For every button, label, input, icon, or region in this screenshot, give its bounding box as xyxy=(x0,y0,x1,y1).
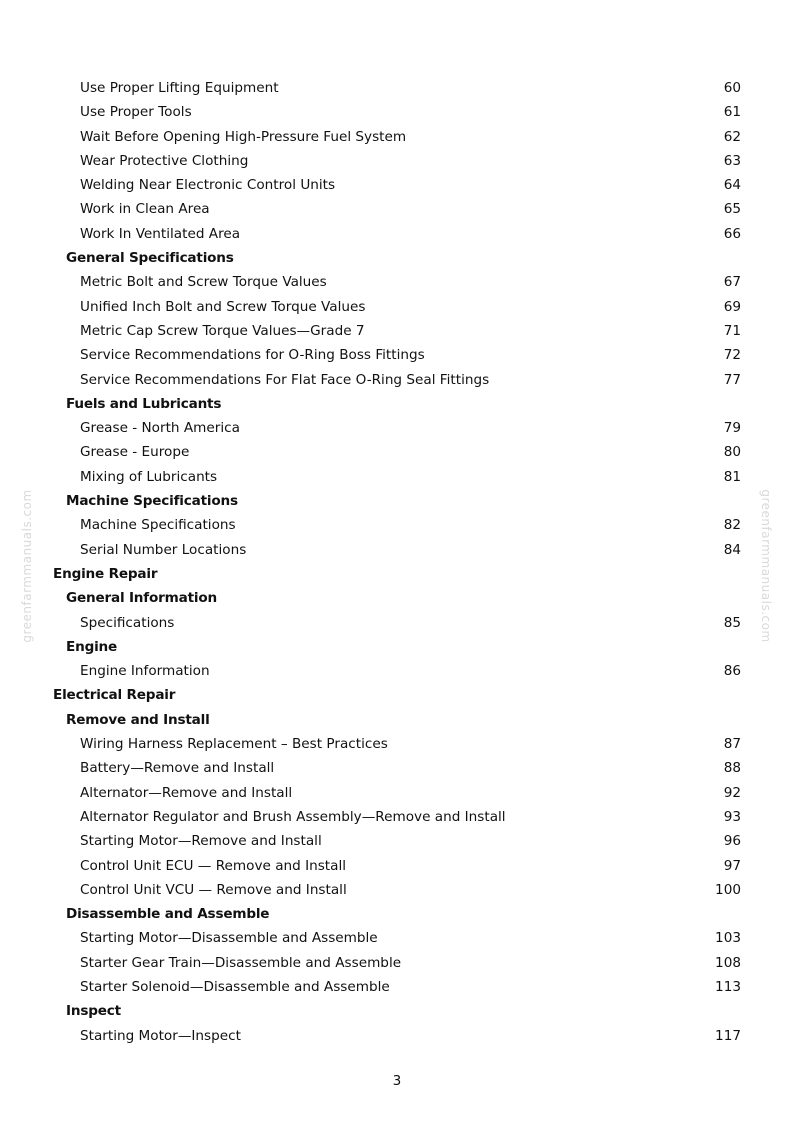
toc-entry[interactable] xyxy=(0,125,794,149)
toc-section[interactable] xyxy=(0,635,794,659)
toc-section-title: Disassemble and Assemble xyxy=(66,906,270,923)
toc-entry-title: Alternator—Remove and Install xyxy=(80,784,293,801)
toc-page-number: 63 xyxy=(723,152,741,169)
toc-page-number: 88 xyxy=(723,760,741,777)
toc-entry-title: Grease - Europe xyxy=(80,444,190,461)
toc-entry-title: Unified Inch Bolt and Screw Torque Values xyxy=(80,298,366,315)
toc-entry-title: Metric Bolt and Screw Torque Values xyxy=(80,274,327,291)
toc-page-number: 87 xyxy=(723,736,741,753)
toc-entry[interactable] xyxy=(0,756,794,780)
toc-entry[interactable] xyxy=(0,611,794,635)
toc-chapter-title: Engine Repair xyxy=(53,565,158,582)
toc-section-title: Inspect xyxy=(66,1003,121,1020)
toc-page-number: 100 xyxy=(715,881,741,898)
toc-entry-title: Wiring Harness Replacement – Best Practices xyxy=(80,736,388,753)
watermark-left: greenfarmmanuals.com xyxy=(20,489,34,643)
toc-entry-title: Service Recommendations For Flat Face O-Ring Seal Fittings xyxy=(80,371,490,388)
toc-entry[interactable] xyxy=(0,513,794,537)
toc-page-number: 96 xyxy=(723,833,741,850)
toc-entry-title: Grease - North America xyxy=(80,420,240,437)
toc-chapter[interactable] xyxy=(0,683,794,707)
toc-page-number: 67 xyxy=(723,274,741,291)
toc-page-number: 65 xyxy=(723,201,741,218)
toc-entry-title: Control Unit ECU — Remove and Install xyxy=(80,857,347,874)
toc-entry-title: Starting Motor—Disassemble and Assemble xyxy=(80,930,378,947)
toc-entry-title: Serial Number Locations xyxy=(80,541,247,558)
toc-chapter-title: Electrical Repair xyxy=(53,687,176,704)
toc-section-title: Machine Specifications xyxy=(66,493,238,510)
table-of-contents xyxy=(0,76,794,1048)
toc-entry-title: Work In Ventilated Area xyxy=(80,225,241,242)
toc-entry[interactable] xyxy=(0,878,794,902)
watermark-right: greenfarmmanuals.com xyxy=(759,489,773,643)
toc-entry-title: Starting Motor—Inspect xyxy=(80,1027,241,1044)
toc-entry[interactable] xyxy=(0,805,794,829)
toc-page-number: 113 xyxy=(715,978,741,995)
toc-page-number: 60 xyxy=(723,80,741,96)
toc-section-title: Engine xyxy=(66,638,118,655)
toc-entry-title: Engine Information xyxy=(80,663,210,680)
toc-entry-title: Use Proper Tools xyxy=(80,104,192,121)
toc-entry-title: Service Recommendations for O-Ring Boss Fittings xyxy=(80,347,425,364)
toc-entry-title: Use Proper Lifting Equipment xyxy=(80,80,279,96)
toc-entry[interactable] xyxy=(0,829,794,853)
page-number: 3 xyxy=(392,1073,402,1089)
toc-entry-title: Mixing of Lubricants xyxy=(80,468,218,485)
toc-entry[interactable] xyxy=(0,343,794,367)
toc-entry-title: Control Unit VCU — Remove and Install xyxy=(80,881,347,898)
toc-entry-title: Metric Cap Screw Torque Values—Grade 7 xyxy=(80,322,365,339)
toc-section[interactable] xyxy=(0,902,794,926)
toc-entry[interactable] xyxy=(0,951,794,975)
toc-entry-title: Starting Motor—Remove and Install xyxy=(80,833,322,850)
toc-entry[interactable] xyxy=(0,1024,794,1048)
toc-entry[interactable] xyxy=(0,440,794,464)
toc-page-number: 81 xyxy=(723,468,741,485)
toc-page-number: 93 xyxy=(723,808,741,825)
toc-page-number: 69 xyxy=(723,298,741,315)
toc-entry-title: Wear Protective Clothing xyxy=(80,152,249,169)
toc-page-number: 66 xyxy=(723,225,741,242)
toc-entry-title: Work in Clean Area xyxy=(80,201,210,218)
toc-entry[interactable] xyxy=(0,659,794,683)
toc-entry-title: Specifications xyxy=(80,614,175,631)
toc-section-title: General Information xyxy=(66,590,217,607)
toc-section[interactable] xyxy=(0,999,794,1023)
toc-chapter[interactable] xyxy=(0,562,794,586)
toc-page-number: 71 xyxy=(723,322,741,339)
toc-page-number: 77 xyxy=(723,371,741,388)
toc-section[interactable] xyxy=(0,392,794,416)
toc-page-number: 117 xyxy=(715,1027,741,1044)
toc-section[interactable] xyxy=(0,246,794,270)
toc-entry[interactable] xyxy=(0,319,794,343)
toc-page-number: 85 xyxy=(723,614,741,631)
toc-entry[interactable] xyxy=(0,975,794,999)
toc-page-number: 64 xyxy=(723,177,741,194)
toc-entry[interactable] xyxy=(0,295,794,319)
toc-section-title: Remove and Install xyxy=(66,711,210,728)
toc-entry-title: Alternator Regulator and Brush Assembly—Remove and Install xyxy=(80,808,506,825)
toc-page-number: 80 xyxy=(723,444,741,461)
toc-page-number: 61 xyxy=(723,104,741,121)
toc-entry[interactable] xyxy=(0,197,794,221)
toc-entry[interactable] xyxy=(0,854,794,878)
toc-section[interactable] xyxy=(0,586,794,610)
toc-entry-title: Machine Specifications xyxy=(80,517,236,534)
toc-page-number: 84 xyxy=(723,541,741,558)
toc-entry[interactable] xyxy=(0,538,794,562)
toc-entry[interactable] xyxy=(0,100,794,124)
toc-entry[interactable] xyxy=(0,368,794,392)
toc-entry[interactable] xyxy=(0,416,794,440)
toc-section[interactable] xyxy=(0,489,794,513)
toc-entry[interactable] xyxy=(0,465,794,489)
toc-page-number: 62 xyxy=(723,128,741,145)
toc-page-number: 82 xyxy=(723,517,741,534)
toc-entry-title: Starter Solenoid—Disassemble and Assemble xyxy=(80,978,390,995)
toc-entry-title: Wait Before Opening High-Pressure Fuel System xyxy=(80,128,407,145)
toc-entry[interactable] xyxy=(0,76,794,100)
toc-section-title: General Specifications xyxy=(66,250,234,267)
toc-page-number: 92 xyxy=(723,784,741,801)
toc-entry-title: Battery—Remove and Install xyxy=(80,760,275,777)
toc-entry[interactable] xyxy=(0,149,794,173)
toc-page-number: 79 xyxy=(723,420,741,437)
toc-section-title: Fuels and Lubricants xyxy=(66,395,222,412)
toc-page-number: 86 xyxy=(723,663,741,680)
toc-entry[interactable] xyxy=(0,222,794,246)
toc-page-number: 103 xyxy=(715,930,741,947)
toc-page-number: 97 xyxy=(723,857,741,874)
toc-page-number: 72 xyxy=(723,347,741,364)
toc-entry[interactable] xyxy=(0,781,794,805)
toc-section[interactable] xyxy=(0,708,794,732)
toc-entry-title: Welding Near Electronic Control Units xyxy=(80,177,336,194)
toc-entry[interactable] xyxy=(0,173,794,197)
toc-entry-title: Starter Gear Train—Disassemble and Assemble xyxy=(80,954,402,971)
toc-entry[interactable] xyxy=(0,270,794,294)
toc-page-number: 108 xyxy=(715,954,741,971)
toc-entry[interactable] xyxy=(0,926,794,950)
toc-entry[interactable] xyxy=(0,732,794,756)
